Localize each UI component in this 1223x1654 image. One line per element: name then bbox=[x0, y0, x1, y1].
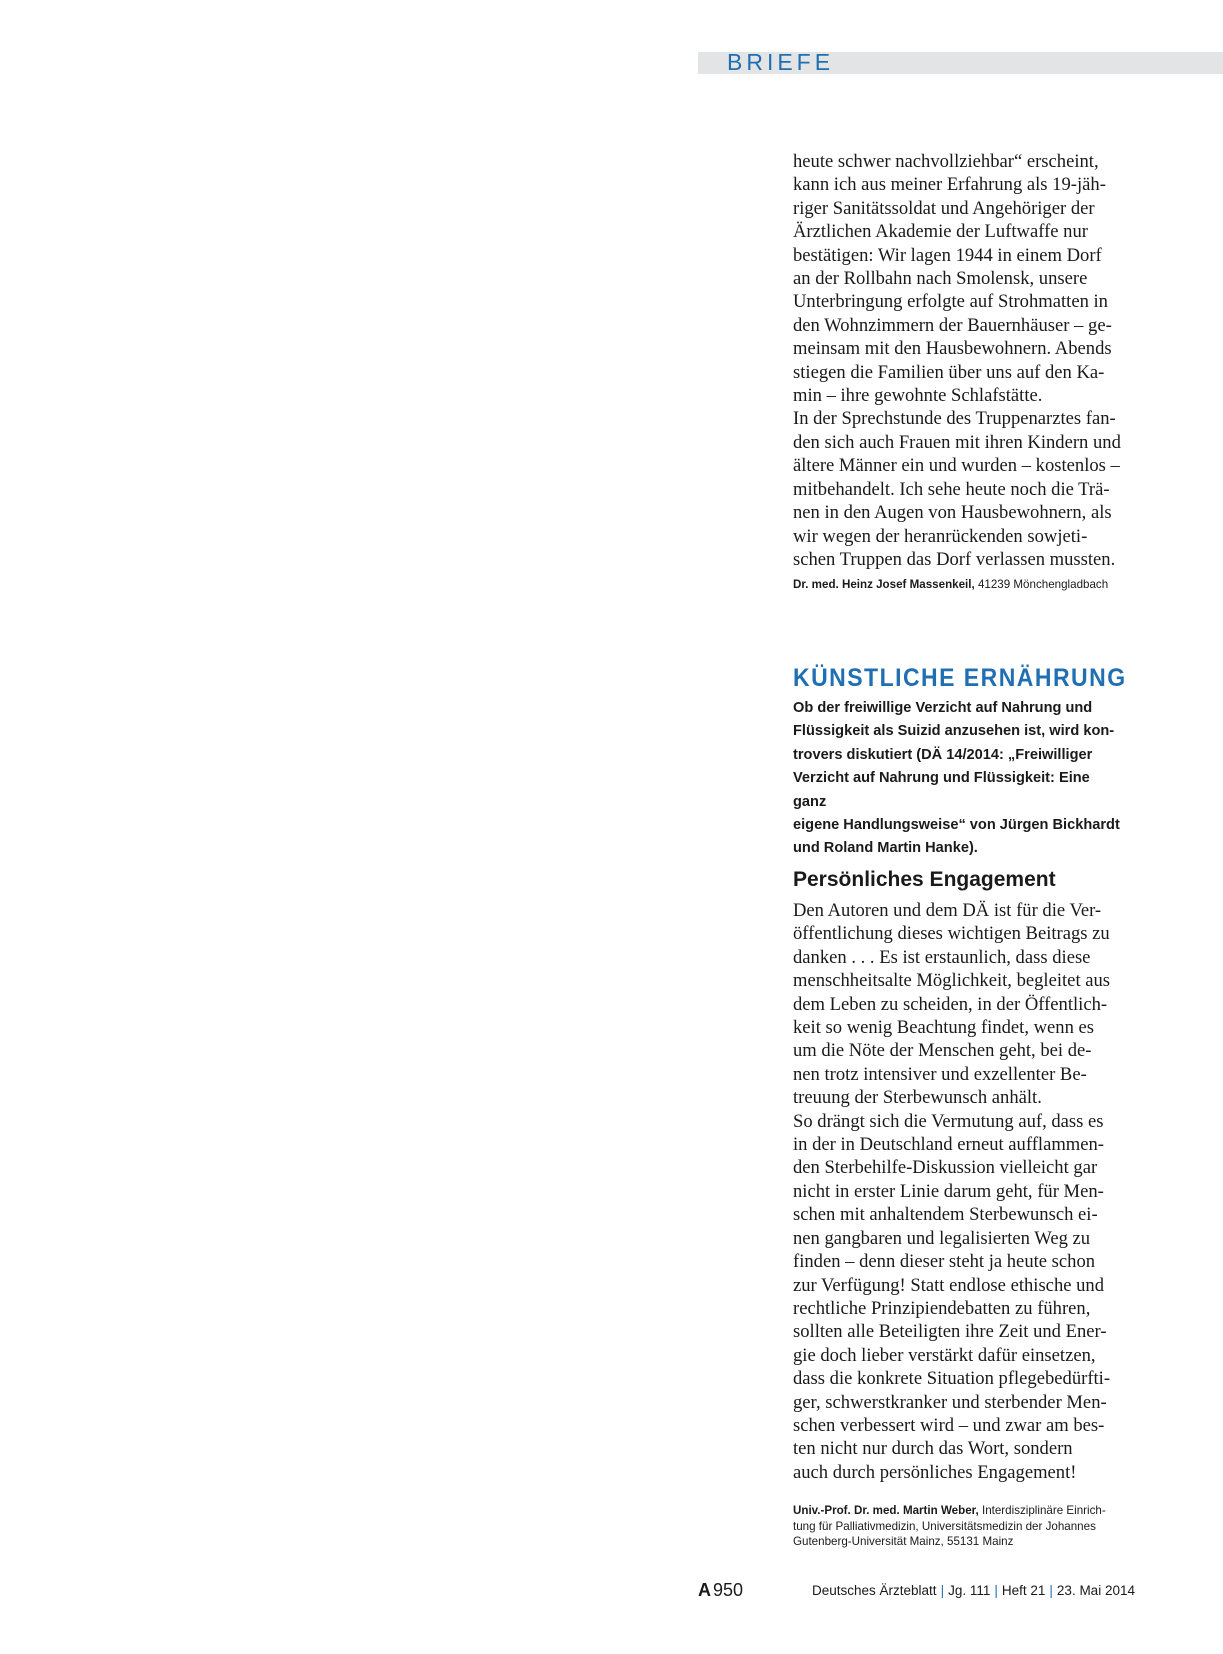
journal-issue: Heft 21 bbox=[1001, 1583, 1046, 1598]
journal-volume: Jg. 111 bbox=[948, 1583, 991, 1598]
letter-title-2: Persönliches Engagement bbox=[793, 868, 1056, 891]
letter-body-2: Den Autoren und dem DÄ ist für die Ver- öffentlichung dieses wichtigen Beitrags zu danken . . . Es ist erstaunlich, dass diese menschheitsalte Möglichkeit, begleitet aus dem Leben zu scheiden, in der Öffentlich- keit so wenig Beachtung findet, wenn es um die Nöte der Menschen geht, bei de- nen trotz intensiver und exzellenter Be- treuung der Sterbewunsch anhält. So drängt sich die Vermutung auf, dass es in der in Deutschland erneut aufflammen- den Sterbehilfe-Diskussion vielleicht gar nicht in erster Linie darum geht, für Men- schen mit anhaltendem Sterbewunsch ei- nen gangbaren und legalisierten Weg zu finden – denn dieser steht ja heute schon zur Verfügung! Statt endlose ethische und rechtliche Prinzipiendebatten zu führen, sollten alle Beteiligten ihre Zeit und Ener- gie doch lieber verstärkt dafür einsetzen, dass die konkrete Situation pflegebedürfti- ger, schwerstkranker und sterbender Men- schen verbessert wird – und zwar am bes- ten nicht nur durch das Wort, sondern auch durch persönliches Engagement! bbox=[793, 900, 1111, 1483]
footer-separator: | bbox=[994, 1583, 998, 1598]
footer-separator: | bbox=[940, 1583, 945, 1598]
author-place-1: 41239 Mönchengladbach bbox=[974, 578, 1109, 591]
page-footer bbox=[0, 1580, 1223, 1604]
author-place-2: Interdisziplinäre Einrich- tung für Palliativmedizin, Universitätsmedizin der Johannes Gutenberg-Universität Mainz, 55131 Mainz bbox=[793, 1504, 1106, 1548]
author-name-2: Univ.-Prof. Dr. med. Martin Weber, bbox=[793, 1504, 979, 1517]
topic-heading: KÜNSTLICHE ERNÄHRUNG bbox=[793, 664, 1127, 692]
journal-info bbox=[812, 1583, 1135, 1598]
author-name-1: Dr. med. Heinz Josef Massenkeil, bbox=[793, 578, 975, 591]
journal-date: 23. Mai 2014 bbox=[1056, 1583, 1135, 1598]
page-number: 950 bbox=[713, 1580, 744, 1600]
letter-body-1: heute schwer nachvollziehbar“ erscheint, kann ich aus meiner Erfahrung als 19-jäh- riger Sanitätssoldat und Angehöriger der Ärztlichen Akademie der Luftwaffe nur bestätigen: Wir lagen 1944 in einem Dorf an der Rollbahn nach Smolensk, unsere Unterbringung erfolgte auf Strohmatten in den Wohnzimmern der Bauernhäuser – ge- meinsam mit den Hausbewohnern. Abends stiegen die Familien über uns auf den Ka- min – ihre gewohnte Schlafstätte. In der Sprechstunde des Truppenarztes fan- den sich auch Frauen mit ihren Kindern und ältere Männer ein und wurden – kostenlos – mitbehandelt. Ich sehe heute noch die Trä- nen in den Augen von Hausbewohnern, als wir wegen der heranrückenden sowjeti- schen Truppen das Dorf verlassen mussten. bbox=[793, 151, 1121, 570]
letter-signature-1 bbox=[793, 577, 1123, 593]
footer-separator: | bbox=[1049, 1583, 1053, 1598]
section-label: BRIEFE bbox=[727, 49, 835, 75]
page-prefix: A bbox=[698, 1580, 711, 1600]
letter-signature-2 bbox=[793, 1503, 1123, 1550]
journal-name: Deutsches Ärzteblatt bbox=[812, 1583, 937, 1598]
topic-lead: Ob der freiwillige Verzicht auf Nahrung und Flüssigkeit als Suizid anzusehen ist, wird kon- trovers diskutiert (DÄ 14/2014: „Freiwilliger Verzicht auf Nahrung und Flüssigkeit: Eine ganz eigene Handlungsweise“ von Jürgen Bickhardt und Roland Martin Hanke). bbox=[793, 700, 1120, 857]
